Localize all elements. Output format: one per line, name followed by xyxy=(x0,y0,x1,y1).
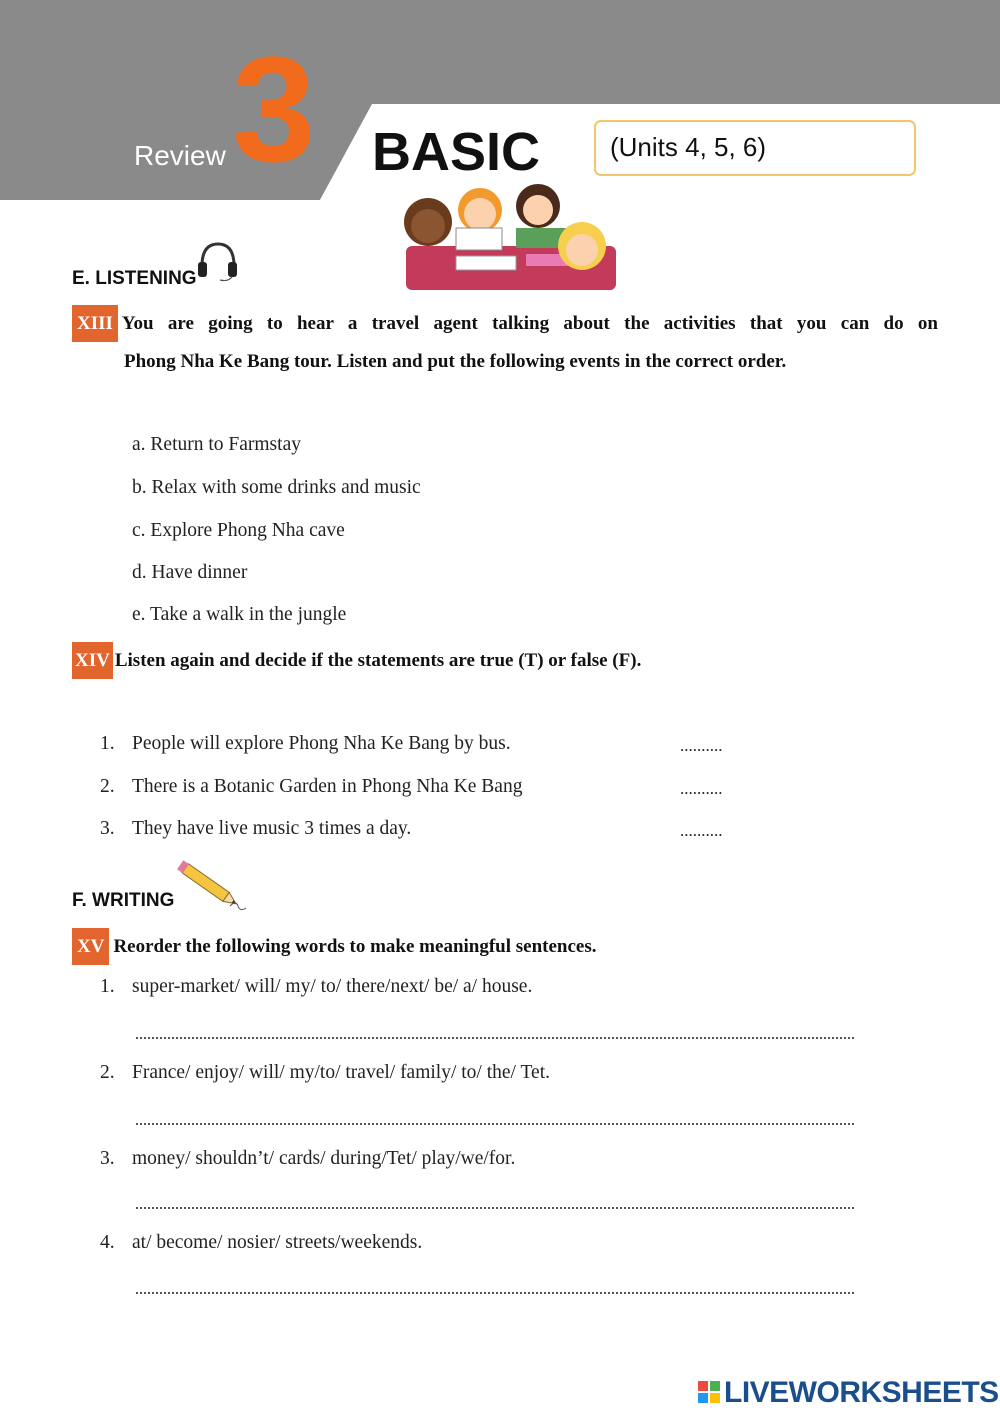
event-item-d: d. Have dinner xyxy=(132,562,248,583)
statement-text: They have live music 3 times a day. xyxy=(132,818,412,839)
reorder-number: 2. xyxy=(100,1062,115,1083)
task-15-instruction: XV Reorder the following words to make meaningful sentences. xyxy=(72,928,597,965)
event-item-e: e. Take a walk in the jungle xyxy=(132,604,347,625)
level-title: BASIC xyxy=(372,122,541,182)
review-number: 3 xyxy=(232,25,316,193)
writing-heading: F. WRITING xyxy=(72,890,175,911)
event-item-a: a. Return to Farmstay xyxy=(132,434,301,455)
open-book xyxy=(456,228,502,250)
statement-text: People will explore Phong Nha Ke Bang by bus. xyxy=(132,733,511,754)
listening-heading: E. LISTENING xyxy=(72,268,197,289)
answer-line[interactable] xyxy=(136,1207,854,1209)
children-reading-illustration xyxy=(396,184,626,292)
task-14-badge: XIV xyxy=(72,642,113,679)
statement-number: 3. xyxy=(100,818,115,839)
reorder-words: money/ shouldn’t/ cards/ during/Tet/ play/we/for. xyxy=(132,1148,516,1169)
event-item-c: c. Explore Phong Nha cave xyxy=(132,520,345,541)
book-shape xyxy=(456,256,516,270)
event-item-b: b. Relax with some drinks and music xyxy=(132,477,421,498)
answer-line[interactable] xyxy=(136,1123,854,1125)
reorder-number: 4. xyxy=(100,1232,115,1253)
true-false-blank[interactable]: .......... xyxy=(680,736,723,755)
units-box: (Units 4, 5, 6) xyxy=(594,120,916,176)
answer-line[interactable] xyxy=(136,1037,854,1039)
task-13-instruction-line2: Phong Nha Ke Bang tour. Listen and put the following events in the correct order. xyxy=(124,351,787,372)
statement-text: There is a Botanic Garden in Phong Nha Ke Bang xyxy=(132,776,523,797)
reorder-number: 3. xyxy=(100,1148,115,1169)
statement-number: 2. xyxy=(100,776,115,797)
pencil-icon xyxy=(172,856,248,914)
task-13-instruction-line1: XIII You are going to hear a travel agent talking about the activities that you can do on xyxy=(72,305,938,342)
reorder-number: 1. xyxy=(100,976,115,997)
reorder-words: super-market/ will/ my/ to/ there/next/ be/ a/ house. xyxy=(132,976,533,997)
reorder-words: France/ enjoy/ will/ my/to/ travel/ family/ to/ the/ Tet. xyxy=(132,1062,550,1083)
headphones-icon xyxy=(196,240,240,282)
liveworksheets-brand[interactable]: LIVEWORKSHEETS xyxy=(724,1376,999,1409)
task-15-badge: XV xyxy=(72,928,109,965)
review-label: Review xyxy=(134,140,226,171)
statement-number: 1. xyxy=(100,733,115,754)
liveworksheets-logo-icon xyxy=(698,1381,720,1403)
task-14-instruction: XIV Listen again and decide if the statements are true (T) or false (F). xyxy=(72,642,641,679)
true-false-blank[interactable]: .......... xyxy=(680,779,723,798)
reorder-words: at/ become/ nosier/ streets/weekends. xyxy=(132,1232,423,1253)
answer-line[interactable] xyxy=(136,1292,854,1294)
task-13-badge: XIII xyxy=(72,305,118,342)
true-false-blank[interactable]: .......... xyxy=(680,821,723,840)
